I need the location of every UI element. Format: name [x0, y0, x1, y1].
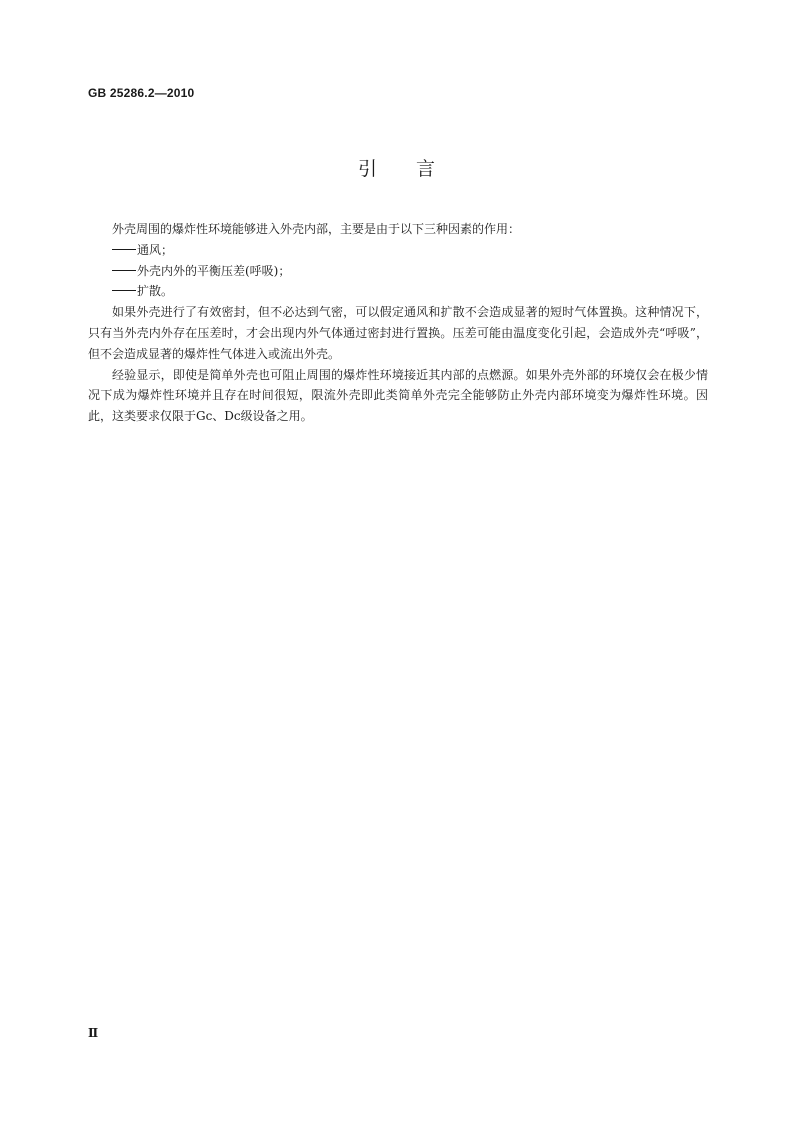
factor-item	[88, 240, 708, 261]
document-body	[88, 219, 708, 427]
section-title-char-2: 言	[416, 158, 437, 180]
section-title	[0, 154, 794, 181]
dash-mark	[112, 270, 136, 271]
factor-item	[88, 261, 708, 282]
dash-mark	[112, 249, 136, 250]
section-title-char-1: 引	[357, 158, 378, 180]
factor-item-text: 通风；	[137, 242, 174, 257]
page-number: Ⅱ	[88, 1026, 99, 1040]
dash-mark	[112, 290, 136, 291]
factor-item	[88, 281, 708, 302]
factor-item-text: 扩散。	[137, 284, 174, 299]
body-paragraph-2: 如果外壳进行了有效密封，但不必达到气密，可以假定通风和扩散不会造成显著的短时气体置换。这种情况下，只有当外壳内外存在压差时，才会出现内外气体通过密封进行置换。压差可能由温度变化引起，会造成外壳“呼吸”，但不会造成显著的爆炸性气体进入或流出外壳。	[88, 305, 708, 361]
factor-item-text: 外壳内外的平衡压差(呼吸)；	[137, 263, 291, 278]
body-paragraph-3: 经验显示，即使是简单外壳也可阻止周围的爆炸性环境接近其内部的点燃源。如果外壳外部的环境仅会在极少情况下成为爆炸性环境并且存在时间很短，限流外壳即此类简单外壳完全能够防止外壳内部环境变为爆炸性环境。因此，这类要求仅限于Gc、Dc级设备之用。	[88, 367, 708, 424]
intro-paragraph: 外壳周围的爆炸性环境能够进入外壳内部，主要是由于以下三种因素的作用：	[112, 222, 521, 236]
standard-number: GB 25286.2—2010	[88, 86, 195, 100]
